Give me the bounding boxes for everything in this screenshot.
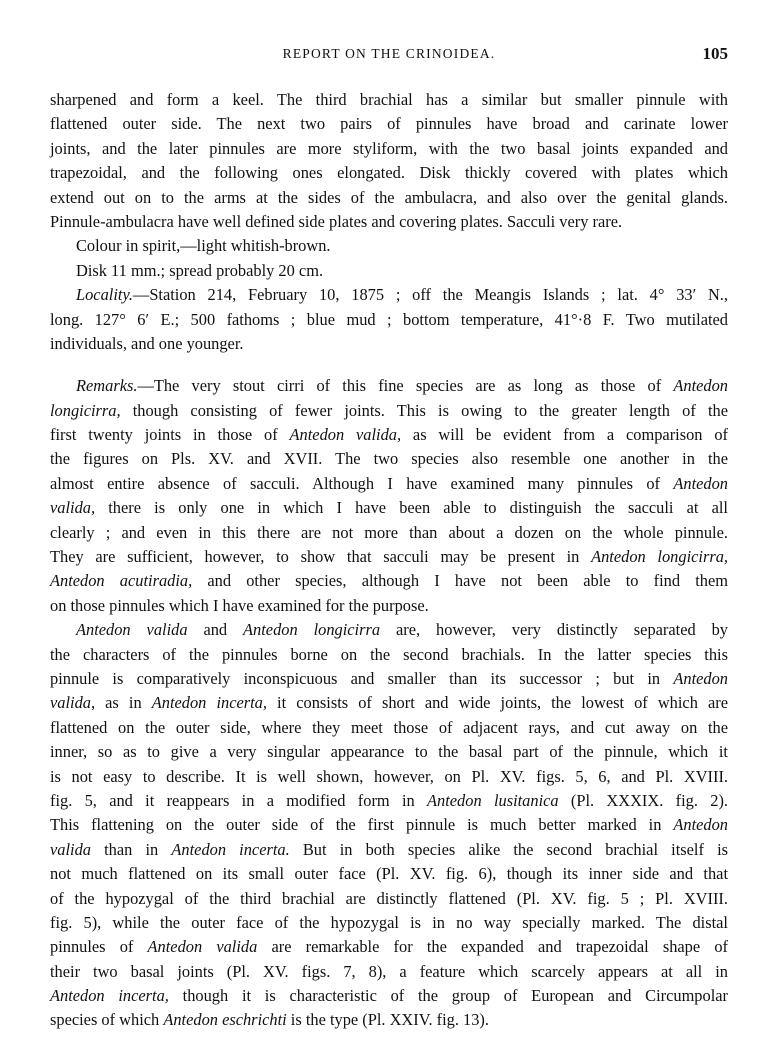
text-line bbox=[50, 594, 728, 618]
running-title: REPORT ON THE CRINOIDEA. bbox=[282, 46, 496, 61]
text-line bbox=[50, 112, 728, 136]
text-line bbox=[50, 960, 728, 984]
text-segment: fig. 5), while the outer face of the hypozygal is in no way specially marked. The distal bbox=[50, 912, 728, 932]
text-segment: flattened outer side. The next two pairs of pinnules have broad and carinate lower bbox=[50, 114, 728, 134]
text-segment: individuals, and one younger. bbox=[50, 333, 244, 353]
text-line bbox=[50, 984, 728, 1008]
text-line bbox=[50, 935, 728, 959]
text-segment: and bbox=[187, 620, 244, 640]
text-segment: But in both species alike the second brachial itself is bbox=[289, 839, 729, 859]
italic-text: Antedon incerta, bbox=[151, 693, 267, 713]
italic-text: Antedon longicirra bbox=[243, 620, 381, 640]
text-segment: species of which bbox=[50, 1010, 164, 1030]
text-segment: clearly ; and even in this there are not more than about a dozen on the whole pinnule. bbox=[50, 522, 728, 542]
text-line bbox=[50, 862, 728, 886]
text-segment: is not easy to describe. It is well shown, however, on Pl. XV. figs. 5, 6, and Pl. XVIII. bbox=[50, 766, 728, 786]
text-line bbox=[50, 308, 728, 332]
italic-text: Antedon longicirra, bbox=[591, 547, 729, 567]
text-segment: is the type (Pl. XXIV. fig. 13). bbox=[286, 1010, 489, 1030]
text-segment: on those pinnules which I have examined for the purpose. bbox=[50, 595, 429, 615]
text-segment: and other species, although I have not been able to find them bbox=[192, 571, 729, 591]
italic-text: Antedon incerta, bbox=[50, 986, 169, 1006]
text-segment: the figures on Pls. XV. and XVII. The two species also resemble one another in the bbox=[50, 449, 728, 469]
italic-text: Antedon valida, bbox=[289, 425, 402, 445]
text-segment: though it is characteristic of the group of European and Circumpolar bbox=[168, 986, 728, 1006]
italic-text: valida, bbox=[50, 498, 96, 518]
text-line bbox=[50, 234, 728, 258]
italic-text: Antedon eschrichti bbox=[163, 1010, 287, 1030]
text-segment: are, however, very distinctly separated by bbox=[380, 620, 728, 640]
text-line bbox=[50, 399, 728, 423]
italic-text: Antedon acutiradia, bbox=[50, 571, 193, 591]
text-segment: it consists of short and wide joints, the lowest of which are bbox=[266, 693, 728, 713]
text-segment: They are sufficient, however, to show that sacculi may be present in bbox=[50, 547, 592, 567]
italic-text: valida, bbox=[50, 693, 96, 713]
paragraph-gap bbox=[50, 356, 728, 374]
text-segment: extend out on to the arms at the sides of the ambulacra, and also over the genital glands. bbox=[50, 187, 728, 207]
text-line bbox=[50, 813, 728, 837]
text-segment: there is only one in which I have been able to distinguish the sacculi at all bbox=[95, 498, 728, 518]
text-segment: almost entire absence of sacculi. Although I have examined many pinnules of bbox=[50, 473, 674, 493]
italic-text: longicirra, bbox=[50, 400, 121, 420]
text-line bbox=[50, 911, 728, 935]
text-line bbox=[50, 137, 728, 161]
italic-text: Antedon bbox=[673, 668, 728, 688]
text-segment: flattened on the outer side, where they meet those of adjacent rays, and cut away on the bbox=[50, 717, 728, 737]
italic-text: valida bbox=[50, 839, 91, 859]
italic-text: Antedon lusitanica bbox=[427, 790, 559, 810]
text-segment: of the hypozygal of the third brachial are distinctly flattened (Pl. XV. fig. 5 ; Pl. XVIII. bbox=[50, 888, 728, 908]
text-line bbox=[50, 545, 728, 569]
text-line bbox=[50, 667, 728, 691]
text-line bbox=[50, 643, 728, 667]
text-segment: inner, so as to give a very singular appearance to the basal part of the pinnule, which it bbox=[50, 742, 728, 762]
text-segment: Colour in spirit,—light whitish-brown. bbox=[76, 236, 331, 256]
text-segment: not much flattened on its small outer face (Pl. XV. fig. 6), though its inner side and that bbox=[50, 864, 728, 884]
body-text bbox=[50, 88, 728, 1033]
text-segment: first twenty joints in those of bbox=[50, 425, 290, 445]
text-line bbox=[50, 88, 728, 112]
text-line bbox=[50, 618, 728, 642]
text-line bbox=[50, 765, 728, 789]
text-line bbox=[50, 716, 728, 740]
text-segment: (Pl. XXXIX. fig. 2). bbox=[558, 790, 728, 810]
text-segment: though consisting of fewer joints. This is owing to the greater length of the bbox=[120, 400, 728, 420]
italic-text: Antedon valida bbox=[147, 937, 258, 957]
italic-text: Locality. bbox=[76, 285, 133, 305]
text-line bbox=[50, 447, 728, 471]
text-line bbox=[50, 186, 728, 210]
text-segment: trapezoidal, and the following ones elongated. Disk thickly covered with plates which bbox=[50, 163, 728, 183]
text-segment: sharpened and form a keel. The third brachial has a similar but smaller pinnule with bbox=[50, 90, 728, 109]
text-line bbox=[50, 740, 728, 764]
text-segment: as will be evident from a comparison of bbox=[401, 425, 728, 445]
text-line bbox=[50, 332, 728, 356]
text-line bbox=[50, 472, 728, 496]
text-line bbox=[50, 789, 728, 813]
text-segment: are remarkable for the expanded and trapezoidal shape of bbox=[257, 937, 728, 957]
text-segment: Disk 11 mm.; spread probably 20 cm. bbox=[76, 260, 324, 280]
italic-text: Antedon bbox=[673, 473, 728, 493]
text-segment: their two basal joints (Pl. XV. figs. 7, 8), a feature which scarcely appears at all in bbox=[50, 961, 728, 981]
text-segment: Pinnule-ambulacra have well defined side plates and covering plates. Sacculi very rare. bbox=[50, 211, 623, 231]
text-line bbox=[50, 1008, 728, 1032]
text-segment: long. 127° 6′ E.; 500 fathoms ; blue mud ; bottom temperature, 41°·8 F. Two mutilated bbox=[50, 309, 728, 329]
italic-text: Remarks. bbox=[76, 376, 138, 396]
text-segment: than in bbox=[90, 839, 172, 859]
page-number: 105 bbox=[702, 44, 728, 63]
italic-text: Antedon incerta. bbox=[171, 839, 290, 859]
text-line bbox=[50, 161, 728, 185]
text-line bbox=[50, 259, 728, 283]
text-segment: pinnule is comparatively inconspicuous and smaller than its successor ; but in bbox=[50, 668, 674, 688]
text-segment: joints, and the later pinnules are more styliform, with the two basal joints expanded and bbox=[50, 138, 728, 158]
text-line bbox=[50, 691, 728, 715]
text-segment: This flattening on the outer side of the first pinnule is much better marked in bbox=[50, 815, 674, 835]
italic-text: Antedon bbox=[673, 815, 728, 835]
text-line bbox=[50, 283, 728, 307]
text-segment: pinnules of bbox=[50, 937, 148, 957]
text-line bbox=[50, 887, 728, 911]
italic-text: Antedon bbox=[673, 376, 728, 396]
text-line bbox=[50, 423, 728, 447]
text-segment: fig. 5, and it reappears in a modified form in bbox=[50, 790, 428, 810]
text-segment: as in bbox=[95, 693, 152, 713]
text-line bbox=[50, 521, 728, 545]
text-line bbox=[50, 374, 728, 398]
text-segment: —The very stout cirri of this fine species are as long as those of bbox=[137, 376, 674, 396]
text-line bbox=[50, 496, 728, 520]
text-segment: —Station 214, February 10, 1875 ; off the Meangis Islands ; lat. 4° 33′ N., bbox=[132, 285, 728, 305]
text-line bbox=[50, 210, 728, 234]
text-segment: the characters of the pinnules borne on the second brachials. In the latter species this bbox=[50, 644, 728, 664]
text-line bbox=[50, 569, 728, 593]
page-header bbox=[50, 46, 728, 70]
text-line bbox=[50, 838, 728, 862]
italic-text: Antedon valida bbox=[76, 620, 188, 640]
